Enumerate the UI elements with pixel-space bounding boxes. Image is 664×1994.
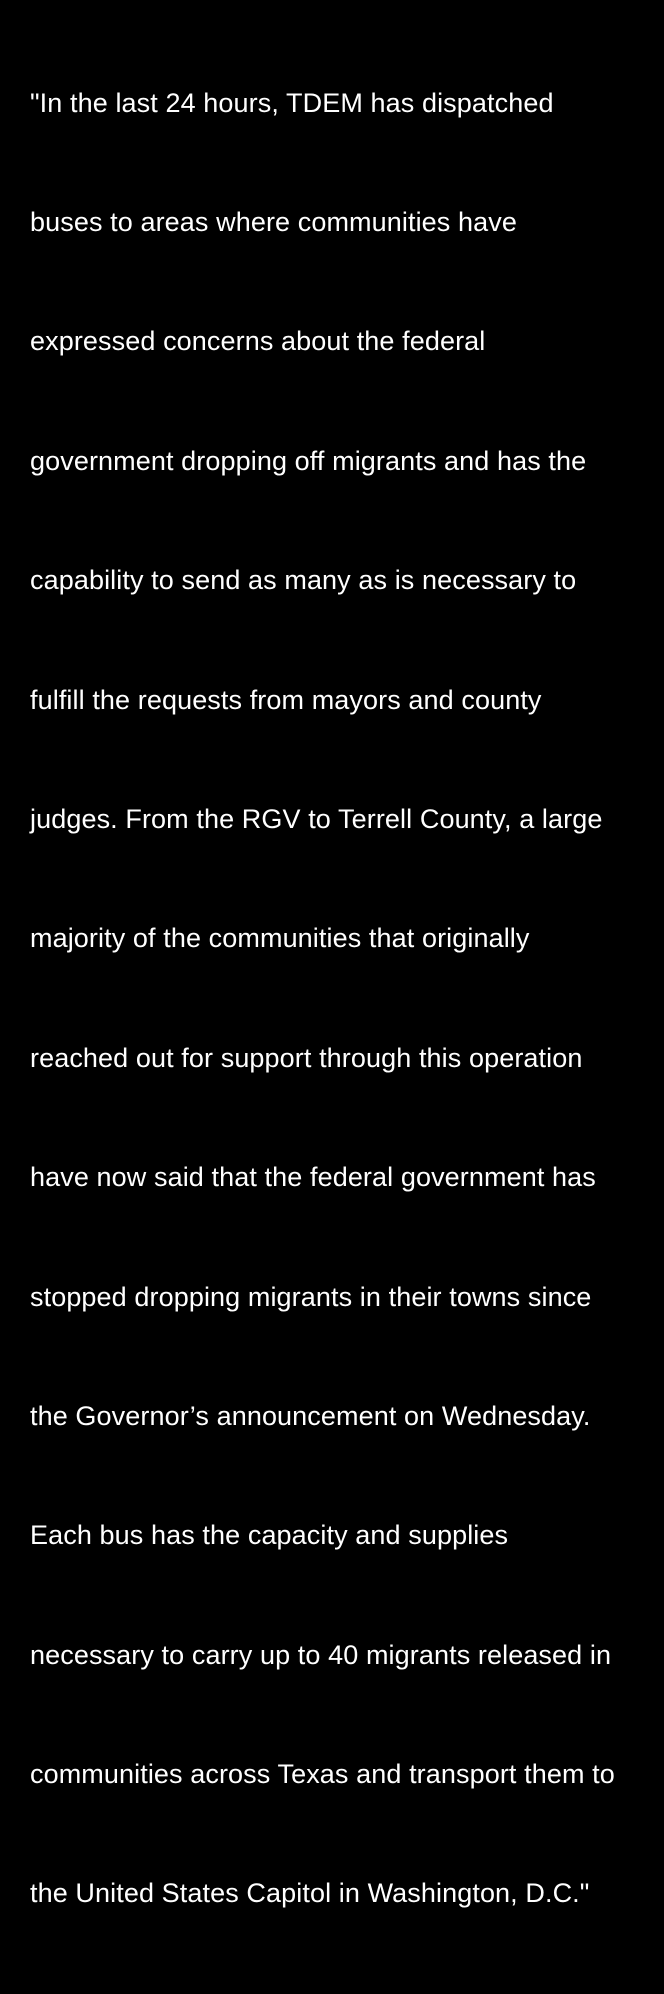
- quote-line-4: government dropping off migrants and has the: [30, 445, 587, 476]
- quote-line-5: capability to send as many as is necessary to: [30, 565, 577, 596]
- quote-line-12: the Governor’s announcement on Wednesday.: [30, 1400, 591, 1431]
- quote-line-6: fulfill the requests from mayors and county: [30, 684, 542, 715]
- quote-line-2: buses to areas where communities have: [30, 206, 517, 237]
- quote-line-10: have now said that the federal government has: [30, 1162, 596, 1193]
- quote-line-13: Each bus has the capacity and supplies: [30, 1520, 509, 1551]
- quote-line-14: necessary to carry up to 40 migrants released in: [30, 1639, 612, 1670]
- quote-line-15: communities across Texas and transport them to: [30, 1759, 615, 1790]
- quote-line-1: "In the last 24 hours, TDEM has dispatched: [30, 87, 554, 118]
- quote-text: [30, 4, 664, 1994]
- quote-line-8: majority of the communities that originally: [30, 923, 530, 954]
- quote-line-7: judges. From the RGV to Terrell County, a large: [30, 803, 603, 834]
- quote-line-3: expressed concerns about the federal: [30, 326, 486, 357]
- quote-line-16: the United States Capitol in Washington, D.C.": [30, 1878, 590, 1909]
- quote-line-11: stopped dropping migrants in their towns since: [30, 1281, 592, 1312]
- quote-line-9: reached out for support through this operation: [30, 1042, 583, 1073]
